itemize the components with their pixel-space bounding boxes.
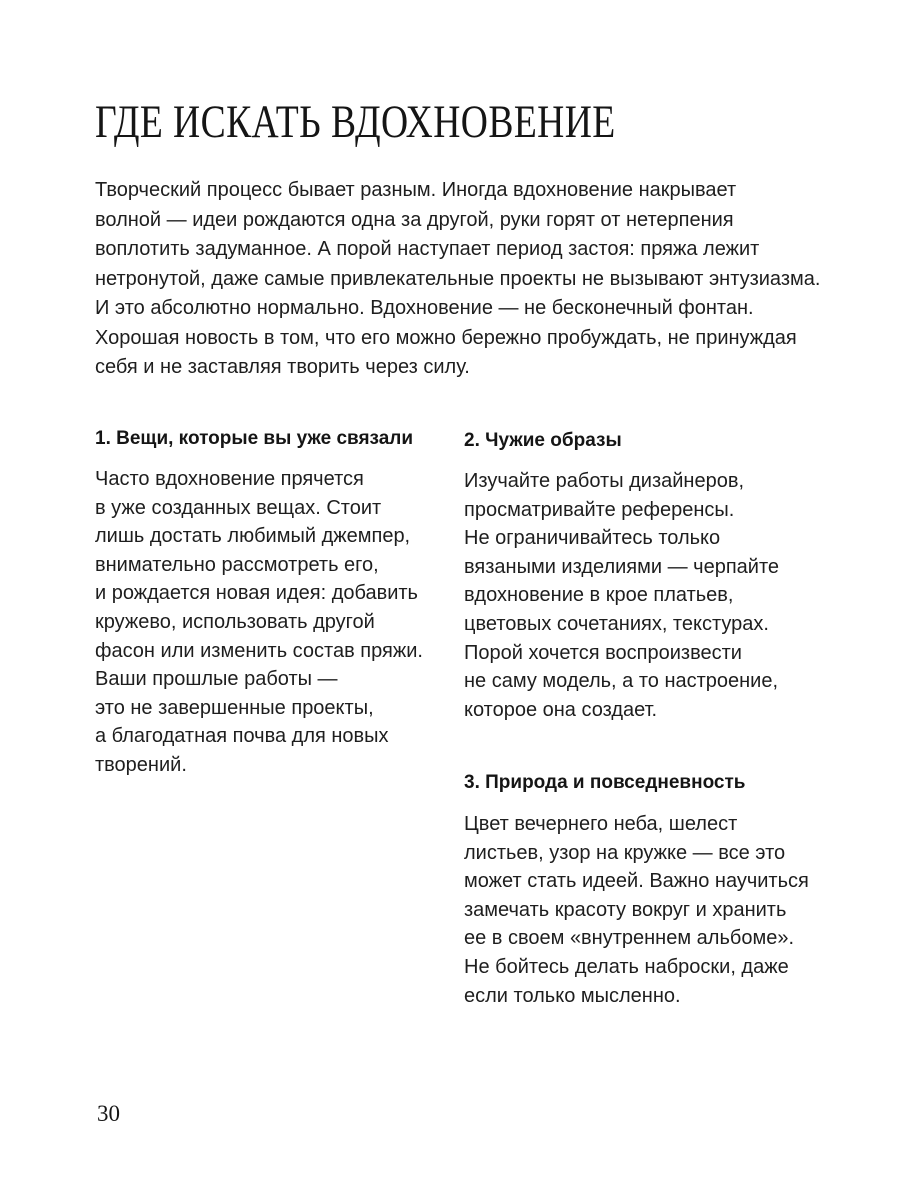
page-number: 30 (97, 1101, 120, 1126)
section-3-line: листьев, узор на кружке — все это (464, 841, 786, 864)
section-3-heading: 3. Природа и повседневность (464, 772, 746, 793)
section-1-line: в уже созданных вещах. Стоит (95, 496, 382, 519)
section-3-line: ее в своем «внутреннем альбоме». (464, 927, 794, 950)
section-2-line: не саму модель, а то настроение, (464, 670, 779, 693)
section-1-line: кружево, использовать другой (95, 610, 375, 633)
page-title: ГДЕ ИСКАТЬ ВДОХНОВЕНИЕ (95, 96, 616, 148)
section-1-line: лишь достать любимый джемпер, (95, 525, 411, 548)
section-2-line: Порой хочется воспроизвести (464, 641, 742, 664)
section-1-line: творений. (95, 753, 187, 776)
section-1-heading: 1. Вещи, которые вы уже связали (95, 428, 414, 449)
section-3-line: Не бойтесь делать наброски, даже (464, 955, 789, 978)
intro-line: Творческий процесс бывает разным. Иногда вдохновение накрывает (95, 179, 737, 201)
intro-line: волной — идеи рождаются одна за другой, руки горят от нетерпения (95, 208, 734, 231)
section-1-line: Часто вдохновение прячется (95, 468, 364, 490)
intro-paragraph (95, 176, 820, 383)
section-3-line: если только мысленно. (464, 984, 681, 1007)
section-2-line: которое она создает. (464, 698, 658, 721)
section-2-line: вдохновение в крое платьев, (464, 584, 734, 607)
intro-line: И это абсолютно нормально. Вдохновение — не бесконечный фонтан. (95, 297, 754, 319)
section-2-line: просматривайте референсы. (464, 498, 735, 521)
section-3-line: может стать идеей. Важно научиться (464, 870, 809, 893)
section-3-line: Цвет вечернего неба, шелест (464, 813, 738, 835)
section-2-line: цветовых сочетаниях, текстурах. (464, 612, 769, 635)
section-2-line: вязаными изделиями — черпайте (464, 555, 780, 578)
section-2-line: Не ограничивайтесь только (464, 527, 721, 550)
section-3-body (464, 810, 809, 1010)
section-1-line: и рождается новая идея: добавить (95, 582, 418, 605)
intro-line: Хорошая новость в том, что его можно бережно пробуждать, не принуждая (95, 326, 797, 349)
section-2-heading: 2. Чужие образы (464, 430, 622, 451)
section-1-line: это не завершенные проекты, (95, 696, 374, 719)
section-2-body (464, 467, 779, 724)
section-1-body (95, 465, 423, 780)
section-1-line: Ваши прошлые работы — (95, 668, 338, 691)
section-1-line: а благодатная почва для новых (95, 725, 389, 748)
section-1-line: фасон или изменить состав пряжи. (95, 639, 423, 662)
section-3-line: замечать красоту вокруг и хранить (464, 898, 787, 921)
intro-line: нетронутой, даже самые привлекательные проекты не вызывают энтузиазма. (95, 267, 821, 290)
section-2-line: Изучайте работы дизайнеров, (464, 470, 745, 492)
intro-line: себя и не заставляя творить через силу. (95, 356, 470, 378)
intro-line: воплотить задуманное. А порой наступает период застоя: пряжа лежит (95, 238, 760, 260)
section-1-line: внимательно рассмотреть его, (95, 553, 379, 576)
